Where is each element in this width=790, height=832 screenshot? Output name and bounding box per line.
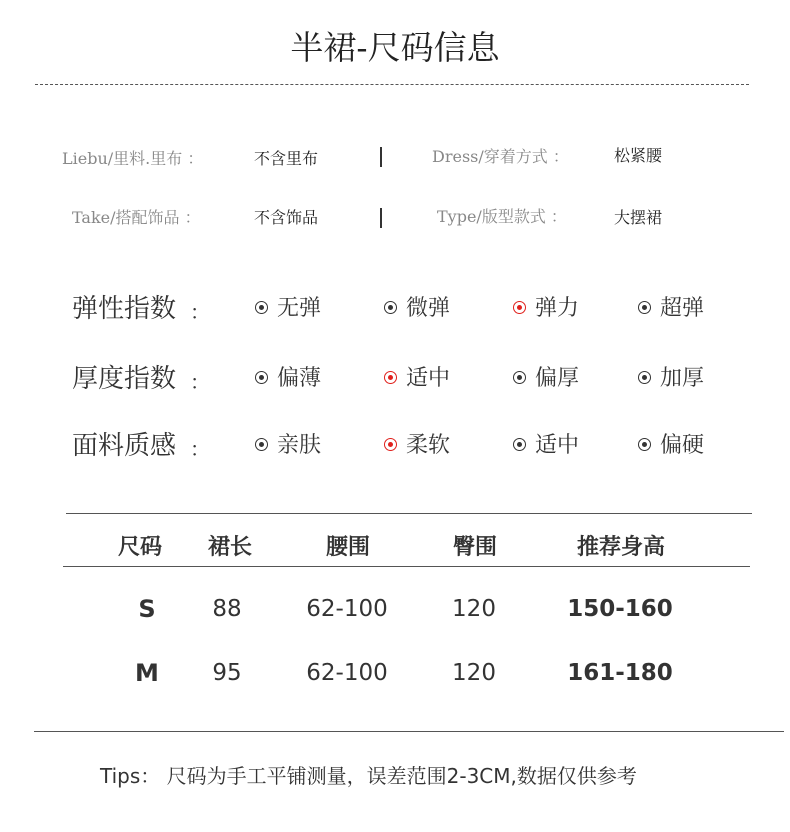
radio-icon <box>513 371 526 384</box>
radio-selected-icon <box>384 371 397 384</box>
option-no-stretch: 无弹 <box>255 291 321 322</box>
radio-icon <box>638 371 651 384</box>
option-stretch: 弹力 <box>513 291 579 322</box>
lining-key: Liebu/里料.里布 ： <box>62 149 204 168</box>
header-waist: 腰围 <box>325 534 370 560</box>
texture-row <box>0 425 790 461</box>
colon: ： <box>190 437 210 461</box>
radio-icon <box>638 438 651 451</box>
radio-icon <box>255 438 268 451</box>
table-top-rule <box>66 513 752 514</box>
accessory-value: 不含饰品 <box>254 208 319 227</box>
option-medium: 适中 <box>384 361 450 392</box>
type-value: 大摆裙 <box>614 208 663 227</box>
radio-selected-icon <box>384 438 397 451</box>
dress-value: 松紧腰 <box>614 146 663 165</box>
header-size: 尺码 <box>117 534 162 560</box>
radio-icon <box>255 301 268 314</box>
header-hip: 臀围 <box>452 534 497 560</box>
tips-note: Tips： 尺码为手工平铺测量，误差范围2-3CM,数据仅供参考 <box>100 764 637 788</box>
option-thick: 偏厚 <box>513 361 579 392</box>
option-soft: 柔软 <box>384 428 450 459</box>
option-super-stretch: 超弹 <box>638 291 704 322</box>
lining-value: 不含里布 <box>254 149 319 168</box>
header-height: 推荐身高 <box>576 534 665 560</box>
dress-key: Dress/穿着方式 ： <box>432 147 569 166</box>
radio-icon <box>638 301 651 314</box>
option-skin-friendly: 亲肤 <box>255 428 321 459</box>
table-header-rule <box>63 566 750 567</box>
dashed-divider <box>35 84 749 85</box>
option-stiff: 偏硬 <box>638 428 704 459</box>
radio-icon <box>255 371 268 384</box>
option-extra-thick: 加厚 <box>638 361 704 392</box>
elasticity-row <box>0 288 790 324</box>
separator <box>380 208 382 228</box>
option-moderate: 适中 <box>513 428 579 459</box>
colon: ： <box>190 370 210 394</box>
colon: ： <box>190 300 210 324</box>
option-thin: 偏薄 <box>255 361 321 392</box>
type-key: Type/版型款式 ： <box>437 207 567 226</box>
thickness-label: 厚度指数 <box>72 364 177 394</box>
texture-label: 面料质感 <box>72 431 177 461</box>
separator <box>380 147 382 167</box>
elasticity-label: 弹性指数 <box>72 294 177 324</box>
accessory-key: Take/搭配饰品 ： <box>72 208 201 227</box>
header-skirt-length: 裙长 <box>207 534 252 560</box>
table-bottom-rule <box>34 731 784 732</box>
thickness-row <box>0 358 790 394</box>
option-slight-stretch: 微弹 <box>384 291 450 322</box>
radio-icon <box>513 438 526 451</box>
page-title: 半裙-尺码信息 <box>290 28 500 67</box>
radio-selected-icon <box>513 301 526 314</box>
radio-icon <box>384 301 397 314</box>
